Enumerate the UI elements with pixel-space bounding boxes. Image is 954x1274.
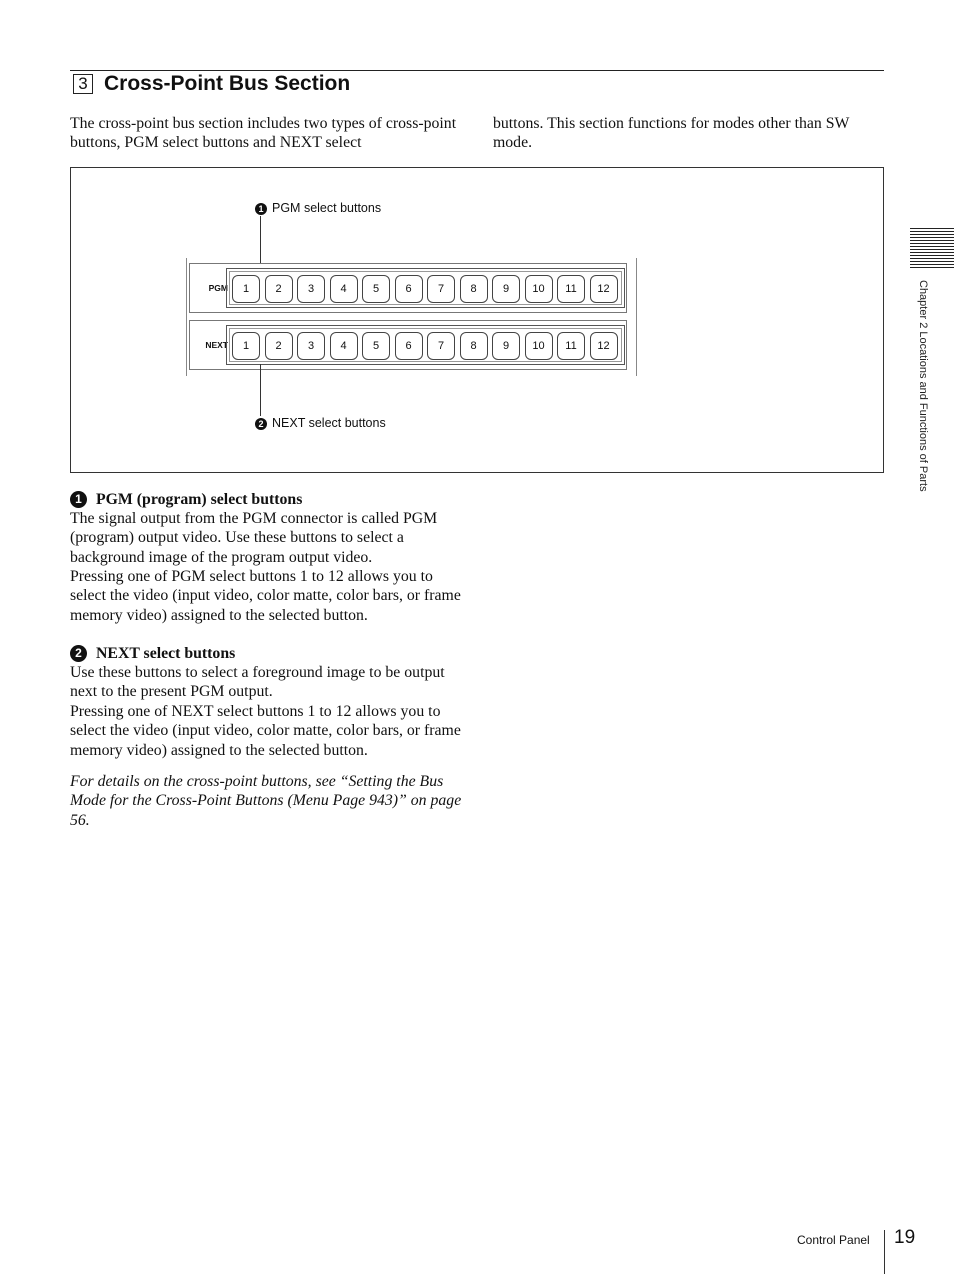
footer-rule: [884, 1230, 885, 1274]
next-button-7[interactable]: 7: [427, 332, 455, 360]
next-button-3[interactable]: 3: [297, 332, 325, 360]
bus-row-pgm: [189, 263, 627, 313]
item-paragraph: Pressing one of NEXT select buttons 1 to 12 allows you to select the video (input video, color matte, color bars, or frame memory video) assigned to the selected button.: [70, 703, 461, 759]
next-button-1[interactable]: 1: [232, 332, 260, 360]
callout-next: [255, 416, 386, 430]
item-number: 1: [70, 491, 87, 508]
item-number: 2: [70, 645, 87, 662]
item-heading-next: [70, 644, 235, 663]
section-number: 3: [73, 74, 93, 94]
button-strip: [226, 325, 625, 365]
callout-pgm: [255, 201, 381, 215]
pgm-button-8[interactable]: 8: [460, 275, 488, 303]
pgm-button-10[interactable]: 10: [525, 275, 553, 303]
next-button-9[interactable]: 9: [492, 332, 520, 360]
pgm-button-11[interactable]: 11: [557, 275, 585, 303]
item-heading-pgm: [70, 490, 302, 509]
pgm-button-7[interactable]: 7: [427, 275, 455, 303]
item-paragraph: The signal output from the PGM connector is called PGM (program) output video. Use these buttons to select a background image of the program output video.: [70, 510, 438, 566]
next-button-4[interactable]: 4: [330, 332, 358, 360]
callout-label-text: PGM select buttons: [272, 201, 382, 215]
intro-text-left: The cross-point bus section includes two types of cross-point buttons, PGM select buttons and NEXT select: [70, 115, 457, 152]
next-button-11[interactable]: 11: [557, 332, 585, 360]
bus-label: PGM: [208, 283, 228, 293]
chapter-tab-label: Chapter 2 Locations and Functions of Parts: [917, 280, 929, 492]
next-button-12[interactable]: 12: [590, 332, 618, 360]
cross-reference-note: For details on the cross-point buttons, see “Setting the Bus Mode for the Cross-Point Buttons (Menu Page 943)” on page 56.: [70, 773, 462, 829]
button-strip-inner: [229, 328, 622, 362]
page-number: 19: [894, 1227, 916, 1248]
pgm-button-6[interactable]: 6: [395, 275, 423, 303]
bus-label: NEXT: [205, 340, 228, 350]
callout-number: 2: [255, 418, 267, 430]
item-paragraph: Use these buttons to select a foreground image to be output next to the present PGM output.: [70, 664, 445, 701]
chapter-tab-stripes: [910, 228, 954, 270]
intro-text-right: buttons. This section functions for modes other than SW mode.: [493, 115, 850, 152]
pgm-button-12[interactable]: 12: [590, 275, 618, 303]
bus-row-next: [189, 320, 627, 370]
next-button-10[interactable]: 10: [525, 332, 553, 360]
item-title: PGM (program) select buttons: [96, 491, 303, 508]
pgm-button-9[interactable]: 9: [492, 275, 520, 303]
next-button-2[interactable]: 2: [265, 332, 293, 360]
item-paragraph: Pressing one of PGM select buttons 1 to 12 allows you to select the video (input video, color matte, color bars, or frame memory video) assigned to the selected button.: [70, 568, 461, 624]
section-title: Cross-Point Bus Section: [104, 72, 351, 95]
callout-leader-next: [260, 364, 261, 416]
pgm-button-2[interactable]: 2: [265, 275, 293, 303]
button-strip-inner: [229, 271, 622, 305]
item-title: NEXT select buttons: [96, 645, 236, 662]
pgm-button-3[interactable]: 3: [297, 275, 325, 303]
callout-label-text: NEXT select buttons: [272, 416, 386, 430]
pgm-button-4[interactable]: 4: [330, 275, 358, 303]
button-strip: [226, 268, 625, 308]
next-button-6[interactable]: 6: [395, 332, 423, 360]
pgm-button-5[interactable]: 5: [362, 275, 390, 303]
next-button-5[interactable]: 5: [362, 332, 390, 360]
next-button-8[interactable]: 8: [460, 332, 488, 360]
pgm-button-1[interactable]: 1: [232, 275, 260, 303]
footer-section-label: Control Panel: [797, 1233, 870, 1247]
callout-number: 1: [255, 203, 267, 215]
